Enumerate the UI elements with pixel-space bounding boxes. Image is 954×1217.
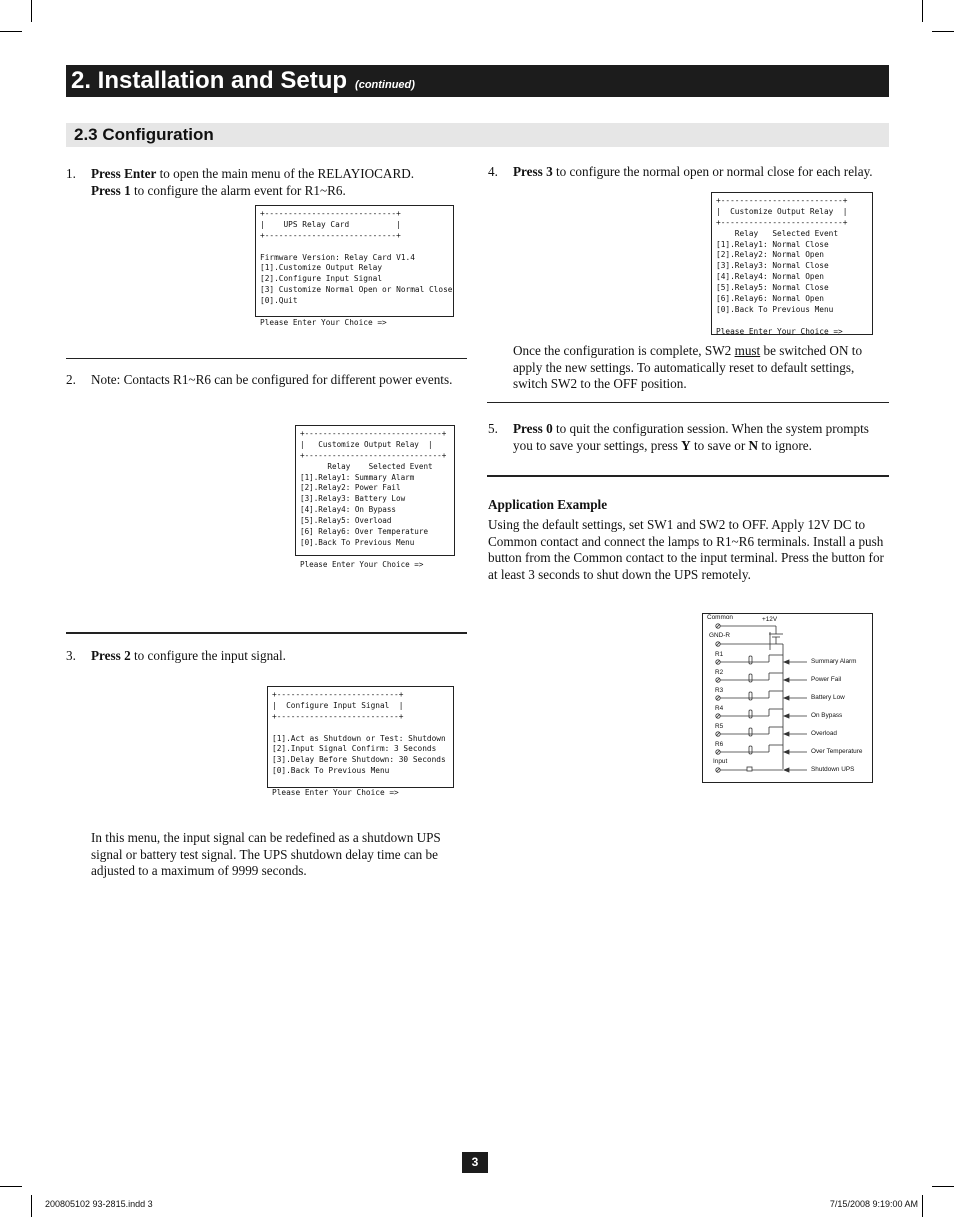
terminal-line: [2].Relay2: Normal Open (716, 250, 824, 260)
terminal-line (300, 549, 450, 560)
label-event-5: Overload (811, 730, 837, 737)
event-arrow-6 (784, 750, 807, 754)
terminal-line: | Customize Output Relay | (300, 439, 433, 449)
terminal-relay-event-menu (295, 425, 455, 569)
label-event-3: Battery Low (811, 694, 845, 701)
label-relay-5: R5 (715, 723, 724, 730)
terminal-line: [2].Input Signal Confirm: 3 Seconds (272, 744, 437, 754)
terminal-line: [1].Relay1: Normal Close (716, 239, 829, 249)
terminal-line: Please Enter Your Choice => (260, 317, 387, 327)
chapter-header (66, 65, 889, 97)
terminal-input-signal-menu (267, 686, 454, 798)
terminal-line: Relay Selected Event (716, 228, 839, 238)
terminal-line: Please Enter Your Choice => (272, 788, 399, 798)
terminal-line: [3].Relay3: Battery Low (300, 494, 406, 504)
divider (487, 402, 889, 403)
step-2-text: Note: Contacts R1~R6 can be configured for different power events. (91, 372, 453, 387)
step-5-text: Press 0 to quit the configuration session. When the system prompts you to save your settings, press Y to save or N to ignore. (513, 421, 869, 453)
event-arrow-1 (784, 660, 807, 664)
terminal-line: +--------------------------+ (272, 711, 404, 721)
terminal-line: [0].Back To Previous Menu (272, 766, 390, 776)
footer-file-info: 200805102 93-2815.indd 3 (45, 1199, 153, 1209)
terminal-line: [0].Back To Previous Menu (716, 304, 834, 314)
event-arrow-5 (784, 732, 807, 736)
crop-mark (0, 31, 22, 32)
terminal-line: [1].Customize Output Relay (260, 263, 383, 273)
terminal-line: +--------------------------+ (272, 690, 404, 699)
step-3-number: 3. (66, 648, 76, 663)
divider (66, 358, 467, 359)
terminal-line: [3].Relay3: Normal Close (716, 261, 829, 271)
label-event-7: Shutdown UPS (811, 766, 855, 773)
terminal-line: [1].Relay1: Summary Alarm (300, 472, 415, 482)
terminal-line: [6] Relay6: Over Temperature (300, 527, 429, 537)
crop-mark (31, 0, 32, 22)
crop-mark (0, 1186, 22, 1187)
label-12v: +12V (762, 616, 778, 623)
terminal-line: | UPS Relay Card | (260, 219, 401, 229)
continued-label: (continued) (355, 79, 415, 91)
terminal-line: Please Enter Your Choice => (716, 326, 843, 336)
input-terminal (716, 767, 783, 772)
chapter-title: 2. Installation and Setup (71, 67, 348, 94)
application-example-title: Application Example (488, 497, 608, 512)
crop-mark (932, 1186, 954, 1187)
terminal-line: [5].Relay5: Normal Close (716, 283, 829, 293)
label-relay-4: R4 (715, 705, 724, 712)
terminal-line: | Customize Output Relay | (716, 206, 848, 216)
crop-mark (922, 1195, 923, 1217)
terminal-line: [3].Delay Before Shutdown: 30 Seconds (272, 755, 446, 765)
terminal-line: [5].Relay5: Overload (300, 516, 392, 526)
terminal-line: [0].Quit (260, 296, 298, 306)
terminal-line (260, 242, 449, 253)
section-header (66, 123, 889, 147)
divider (487, 475, 889, 477)
relay-terminal-3 (716, 691, 783, 700)
terminal-line: +----------------------------+ (260, 230, 401, 240)
terminal-line: [2].Relay2: Power Fail (300, 483, 401, 493)
step-4-note: Once the configuration is complete, SW2 must be switched ON to apply the new settings. To automatically reset to default settings, switch SW2 to the OFF position. (513, 343, 863, 391)
step-5-number: 5. (488, 421, 498, 436)
terminal-line: +----------------------------+ (260, 209, 401, 218)
relay-terminal-1 (716, 655, 783, 664)
crop-mark (922, 0, 923, 22)
label-event-1: Summary Alarm (811, 658, 857, 665)
terminal-line: [1].Act as Shutdown or Test: Shutdown (272, 733, 446, 743)
step-4-number: 4. (488, 164, 498, 179)
terminal-line: [0].Back To Previous Menu (300, 537, 415, 547)
terminal-line: Please Enter Your Choice => (300, 559, 424, 569)
terminal-line: [6].Relay6: Normal Open (716, 294, 824, 304)
label-relay-6: R6 (715, 741, 724, 748)
step-1-number: 1. (66, 166, 76, 181)
label-relay-2: R2 (715, 669, 724, 676)
step-4-text: Press 3 to configure the normal open or normal close for each relay. (513, 164, 873, 179)
step-3-note: In this menu, the input signal can be redefined as a shutdown UPS signal or battery test signal. The UPS shutdown delay time can be adjusted to a maximum of 9999 seconds. (91, 830, 441, 878)
terminal-line (272, 777, 449, 788)
terminal-line (260, 307, 449, 318)
terminal-line (716, 316, 868, 327)
page-number: 3 (462, 1152, 488, 1173)
section-title: 2.3 Configuration (74, 125, 214, 144)
event-arrow-4 (784, 714, 807, 718)
step-2-number: 2. (66, 372, 76, 387)
event-arrow-7 (784, 768, 807, 772)
terminal-main-menu (255, 205, 454, 327)
terminal-line: [4].Relay4: Normal Open (716, 272, 824, 282)
label-event-6: Over Temperature (811, 748, 863, 755)
label-relay-3: R3 (715, 687, 724, 694)
terminal-line: +------------------------------+ (300, 429, 447, 438)
label-input: Input (713, 758, 728, 765)
label-event-2: Power Fail (811, 676, 842, 683)
terminal-line: [4].Relay4: On Bypass (300, 505, 397, 515)
terminal-line: [3] Customize Normal Open or Normal Close (260, 285, 453, 295)
event-arrow-2 (784, 678, 807, 682)
footer-timestamp: 7/15/2008 9:19:00 AM (829, 1199, 918, 1209)
terminal-line: [2].Configure Input Signal (260, 274, 383, 284)
crop-mark (31, 1195, 32, 1217)
event-arrow-3 (784, 696, 807, 700)
terminal-line: +------------------------------+ (300, 450, 447, 460)
relay-terminal-6 (716, 745, 783, 754)
relay-terminal-4 (716, 709, 783, 718)
terminal-line: +--------------------------+ (716, 196, 848, 205)
application-example-text: Using the default settings, set SW1 and SW2 to OFF. Apply 12V DC to Common contact and connect the lamps to R1~R6 terminals. Install a push button from the Common contact to the input terminal. Press the button for at least 3 seconds to shut down the UPS remotely. (488, 517, 884, 582)
divider (66, 632, 467, 634)
relay-terminal-2 (716, 673, 783, 682)
step-1-text: Press Enter to open the main menu of the RELAYIOCARD. Press 1 to configure the alarm event for R1~R6. (91, 166, 415, 198)
terminal-normal-open-close-menu (711, 192, 873, 335)
terminal-line: | Configure Input Signal | (272, 700, 404, 710)
terminal-line: Relay Selected Event (300, 461, 433, 471)
label-relay-1: R1 (715, 651, 724, 658)
terminal-line: Firmware Version: Relay Card V1.4 (260, 252, 415, 262)
wiring-diagram (702, 613, 873, 783)
terminal-line: +--------------------------+ (716, 217, 848, 227)
step-3-text: Press 2 to configure the input signal. (91, 648, 286, 663)
label-event-4: On Bypass (811, 712, 843, 719)
relay-terminal-5 (716, 727, 783, 736)
label-gnd-r: GND-R (709, 632, 730, 639)
crop-mark (932, 31, 954, 32)
terminal-line (272, 723, 449, 734)
label-common: Common (707, 614, 733, 621)
